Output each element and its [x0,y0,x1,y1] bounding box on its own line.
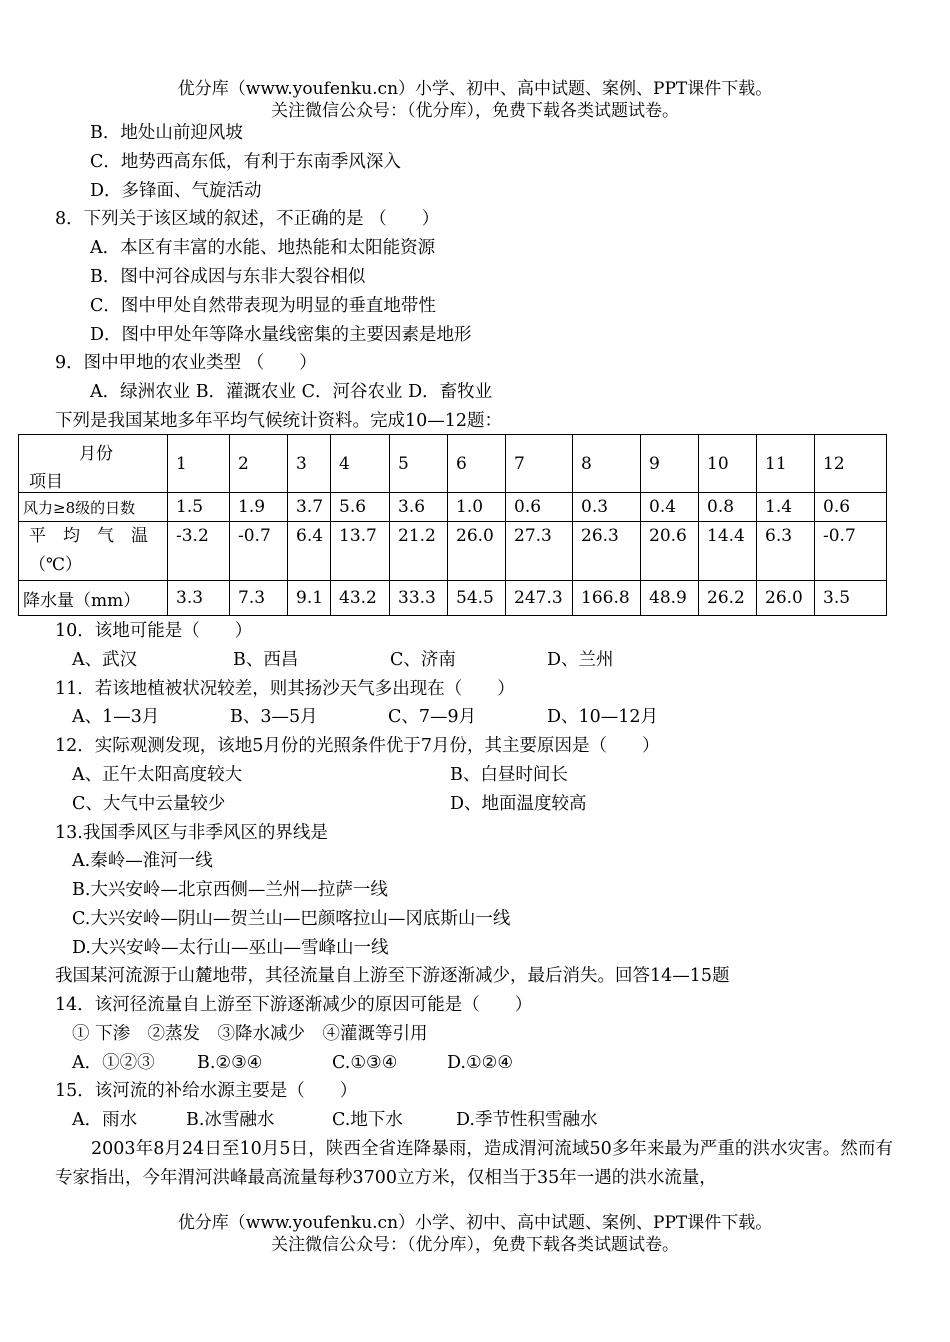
q7-option-b: B．地处山前迎风坡 [90,123,243,143]
q8-option-b: B．图中河谷成因与东非大裂谷相似 [90,267,366,287]
table-header-row [19,435,887,493]
q13-option-c: C.大兴安岭—阴山—贺兰山—巴颜喀拉山—冈底斯山一线 [72,909,511,929]
table-cell: 247.3 [506,581,573,616]
table-cell: 27.3 [506,522,573,581]
q10-option-b: B、西昌 [233,650,299,670]
table-cell: 0.4 [641,493,699,522]
table-cell: 26.0 [448,522,506,581]
footer-line-2: 关注微信公众号：（优分库），免费下载各类试题试卷。 [271,1235,679,1255]
row-label-temperature [19,522,168,581]
q13-stem: 13.我国季风区与非季风区的界线是 [55,823,328,843]
month-header: 10 [699,435,757,493]
header-line-2: 关注微信公众号：（优分库），免费下载各类试题试卷。 [271,101,679,121]
table-cell: 0.6 [815,493,887,522]
q12-option-a: A、正午太阳高度较大 [72,765,243,785]
q8-option-a: A．本区有丰富的水能、地热能和太阳能资源 [90,238,436,258]
month-header: 4 [331,435,390,493]
table-cell: 7.3 [230,581,288,616]
header-line-1: 优分库（www.youfenku.cn）小学、初中、高中试题、案例、PPT课件下载。 [177,79,773,99]
table-cell: 0.8 [699,493,757,522]
table-corner-cell [19,435,168,493]
q10-option-a: A、武汉 [72,650,138,670]
page-header [0,78,950,122]
table-cell: 1.4 [757,493,815,522]
q12-option-c: C、大气中云量较少 [72,794,226,814]
table-cell: 1.0 [448,493,506,522]
month-header: 12 [815,435,887,493]
table-row-precipitation [19,581,887,616]
q15-option-b: B.冰雪融水 [186,1110,275,1130]
table-row-temperature [19,522,887,581]
table-cell: 3.5 [815,581,887,616]
q13-option-d: D.大兴安岭—太行山—巫山—雪峰山一线 [72,938,389,958]
q14-items: ① 下渗 ②蒸发 ③降水减少 ④灌溉等引用 [72,1024,428,1044]
q12-option-b: B、白昼时间长 [450,765,568,785]
table-row-wind [19,493,887,522]
q8-option-d: D．图中甲处年等降水量线密集的主要因素是地形 [90,325,472,345]
month-header: 5 [390,435,448,493]
table-cell: 33.3 [390,581,448,616]
table-cell: 26.3 [573,522,641,581]
flood-paragraph: 2003年8月24日至10月5日，陕西全省连降暴雨，造成渭河流域50多年来最为严重的洪水灾害。然而有专家指出，今年渭河洪峰最高流量每秒3700立方米，仅相当于35年一遇的洪水流量， [55,1139,893,1188]
q14-option-c: C.①③④ [332,1053,398,1073]
footer-line-1: 优分库（www.youfenku.cn）小学、初中、高中试题、案例、PPT课件下载。 [177,1213,773,1233]
table-cell: 13.7 [331,522,390,581]
q15-stem: 15．该河流的补给水源主要是（ ） [55,1081,358,1101]
q9-options: A．绿洲农业 B．灌溉农业 C．河谷农业 D．畜牧业 [90,382,493,402]
table-cell: 9.1 [288,581,331,616]
table-cell: -0.7 [815,522,887,581]
table-cell: 1.5 [168,493,230,522]
table-cell: 48.9 [641,581,699,616]
table-cell: 20.6 [641,522,699,581]
month-header: 11 [757,435,815,493]
table-cell: 43.2 [331,581,390,616]
q11-option-c: C、7—9月 [388,707,477,727]
table-cell: 21.2 [390,522,448,581]
row-label-wind: 风力≥8级的日数 [19,493,168,522]
table-cell: 6.3 [757,522,815,581]
q14-option-d: D.①②④ [447,1053,514,1073]
q14-option-b: B.②③④ [197,1053,263,1073]
table-cell: 14.4 [699,522,757,581]
river-intro: 我国某河流源于山麓地带，其径流量自上游至下游逐渐减少，最后消失。回答14—15题 [55,966,730,986]
month-header: 1 [168,435,230,493]
q12-option-d: D、地面温度较高 [450,794,587,814]
q15-option-d: D.季节性积雪融水 [456,1110,598,1130]
table-cell: 26.2 [699,581,757,616]
month-header: 6 [448,435,506,493]
climate-table [18,434,887,616]
month-header: 9 [641,435,699,493]
q13-option-a: A.秦岭—淮河一线 [72,851,213,871]
month-header: 3 [288,435,331,493]
table-cell: -3.2 [168,522,230,581]
page-footer [0,1212,950,1256]
q8-stem: 8．下列关于该区域的叙述，不正确的是 （ ） [55,209,440,229]
table-cell: 0.3 [573,493,641,522]
q10-option-d: D、兰州 [547,650,614,670]
q14-option-a: A．①②③ [72,1053,155,1073]
month-header: 2 [230,435,288,493]
row-label-precipitation: 降水量（mm） [19,581,168,616]
q11-option-a: A、1—3月 [72,707,160,727]
table-cell: 1.9 [230,493,288,522]
q8-option-c: C．图中甲处自然带表现为明显的垂直地带性 [90,296,436,316]
table-cell: 3.6 [390,493,448,522]
q7-option-c: C．地势西高东低，有利于东南季风深入 [90,152,401,172]
table-cell: 0.6 [506,493,573,522]
row-label-temperature-line2: （℃） [29,555,83,575]
corner-item-label: 项目 [29,472,63,492]
q11-option-d: D、10—12月 [547,707,659,727]
q12-stem: 12．实际观测发现，该地5月份的光照条件优于7月份，其主要原因是（ ） [55,736,660,756]
q11-stem: 11．若该地植被状况较差，则其扬沙天气多出现在（ ） [55,679,515,699]
q11-option-b: B、3—5月 [230,707,318,727]
table-cell: 166.8 [573,581,641,616]
q15-option-c: C.地下水 [332,1110,403,1130]
table-cell: -0.7 [230,522,288,581]
table-cell: 5.6 [331,493,390,522]
month-header: 8 [573,435,641,493]
q9-stem: 9．图中甲地的农业类型 （ ） [55,353,317,373]
q10-stem: 10．该地可能是（ ） [55,621,253,641]
q10-option-c: C、济南 [390,650,456,670]
table-cell: 3.7 [288,493,331,522]
corner-month-label: 月份 [79,444,113,464]
table-cell: 3.3 [168,581,230,616]
q14-stem: 14．该河径流量自上游至下游逐渐减少的原因可能是（ ） [55,995,533,1015]
table-intro: 下列是我国某地多年平均气候统计资料。完成10—12题： [55,411,503,431]
table-cell: 26.0 [757,581,815,616]
table-cell: 54.5 [448,581,506,616]
month-header: 7 [506,435,573,493]
q15-option-a: A．雨水 [72,1110,138,1130]
q7-option-d: D．多锋面、气旋活动 [90,181,262,201]
table-cell: 6.4 [288,522,331,581]
row-label-temperature-line1: 平 均 气 温 [29,526,148,546]
q13-option-b: B.大兴安岭—北京西侧—兰州—拉萨一线 [72,880,388,900]
